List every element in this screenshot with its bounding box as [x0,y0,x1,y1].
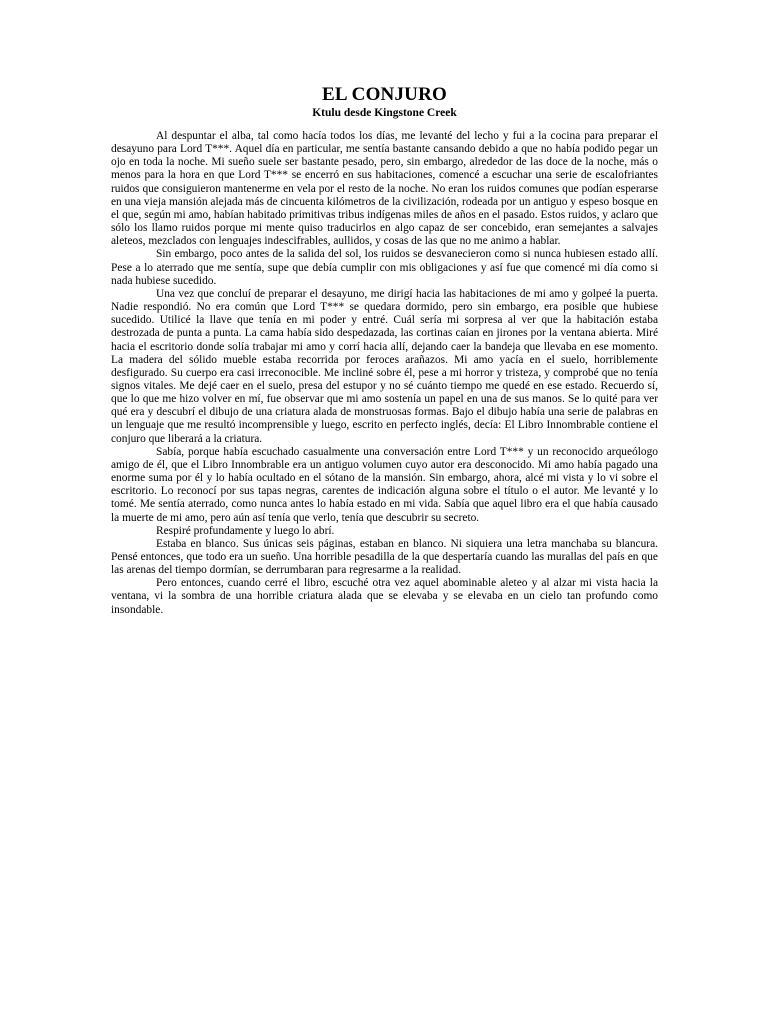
document-title: EL CONJURO [322,84,447,105]
paragraph: Al despuntar el alba, tal como hacía todos los días, me levanté del lecho y fui a la cocina para preparar el desayuno para Lord T***. Aquel día en particular, me sentía bastante cansando debido a que no había podido pegar un ojo en toda la noche. Mi sueño suele ser bastante pesado, pero, sin embargo, alrededor de las doce de la noche, más o menos para la hora en que Lord T*** se encerró en sus habitaciones, comencé a escuchar una serie de escalofriantes ruidos que consiguieron mantenerme en vela por el resto de la noche. No eran los ruidos comunes que podían esperarse en una vieja mansión alejada más de cincuenta kilómetros de la civilización, rodeada por un antiguo y espeso bosque en el que, según mi amo, habían habitado primitivas tribus indígenas miles de años en el pasado. Estos ruidos, y aclaro que sólo los llamo ruidos porque mi mente quiso traducirlos en algo capaz de ser concebido, eran semejantes a salvajes aleteos, mezclados con lenguajes indescifrables, aullidos, y cosas de las que no me animo a hablar. [111,130,658,248]
paragraph: Sin embargo, poco antes de la salida del sol, los ruidos se desvanecieron como si nunca hubiesen estado allí. Pese a lo aterrado que me sentía, supe que debía cumplir con mis obligaciones y así fue que comencé mi día como si nada hubiese sucedido. [111,248,658,287]
document-page [111,84,658,617]
document-body [111,130,658,617]
paragraph: Respiré profundamente y luego lo abrí. [156,524,335,537]
paragraph: Pero entonces, cuando cerré el libro, escuché otra vez aquel abominable aleteo y al alzar mi vista hacia la ventana, vi la sombra de una horrible criatura alada que se elevaba y se elevaba en un cielo tan profundo como insondable. [111,577,658,616]
paragraph: Estaba en blanco. Sus únicas seis páginas, estaban en blanco. Ni siquiera una letra manchaba su blancura. Pensé entonces, que todo era un sueño. Una horrible pesadilla de la que despertaría cuando las murallas del país en que las arenas del tiempo dormían, se derrumbaran para regresarme a la realidad. [111,537,658,577]
document-subtitle: Ktulu desde Kingstone Creek [312,107,457,119]
paragraph: Sabía, porque había escuchado casualmente una conversación entre Lord T*** y un reconocido arqueólogo amigo de él, que el Libro Innombrable era un antiguo volumen cuyo autor era desconocido. Mi amo había pagado una enorme suma por él y lo había ocultado en el sótano de la mansión. Sin embargo, ahora, alcé mi vista y lo vi sobre el escritorio. Lo reconocí por sus tapas negras, carentes de indicación alguna sobre el título o el autor. Me levanté y lo tomé. Me sentía aterrado, como nunca antes lo había estado en mi vida. Sabía que aquel libro era el que había causado la muerte de mi amo, pero aún así tenía que verlo, tenía que descubrir su secreto. [111,445,658,524]
paragraph: Una vez que concluí de preparar el desayuno, me dirigí hacia las habitaciones de mi amo y golpeé la puerta. Nadie respondió. No era común que Lord T*** se quedara dormido, pero sin embargo, era posible que hubiese sucedido. Utilicé la llave que tenía en mi poder y entré. Cuál sería mi sorpresa al ver que la habitación estaba destrozada de punta a punta. La cama había sido despedazada, las cortinas caían en jirones por la ventana abierta. Miré hacia el escritorio donde solía trabajar mi amo y corrí hacia allí, dejando caer la bandeja que llevaba en ese momento. La madera del sólido mueble estaba recorrida por feroces arañazos. Mi amo yacía en el suelo, horriblemente desfigurado. Su cuerpo era casi irreconocible. Me incliné sobre él, pese a mi horror y tristeza, y comprobé que no tenía signos vitales. Me dejé caer en el suelo, presa del estupor y no sé cuánto tiempo me quedé en ese estado. Recuerdo sí, que lo que me hizo volver en mí, fue observar que mi amo sostenía un papel en una de sus manos. Se lo quité para ver qué era y descubrí el dibujo de una criatura alada de monstruosas formas. Bajo el dibujo había una serie de palabras en un lenguaje que me resultó incomprensible y luego, escrito en perfecto inglés, decía: El Libro Innombrable contiene el conjuro que liberará a la criatura. [111,287,658,445]
